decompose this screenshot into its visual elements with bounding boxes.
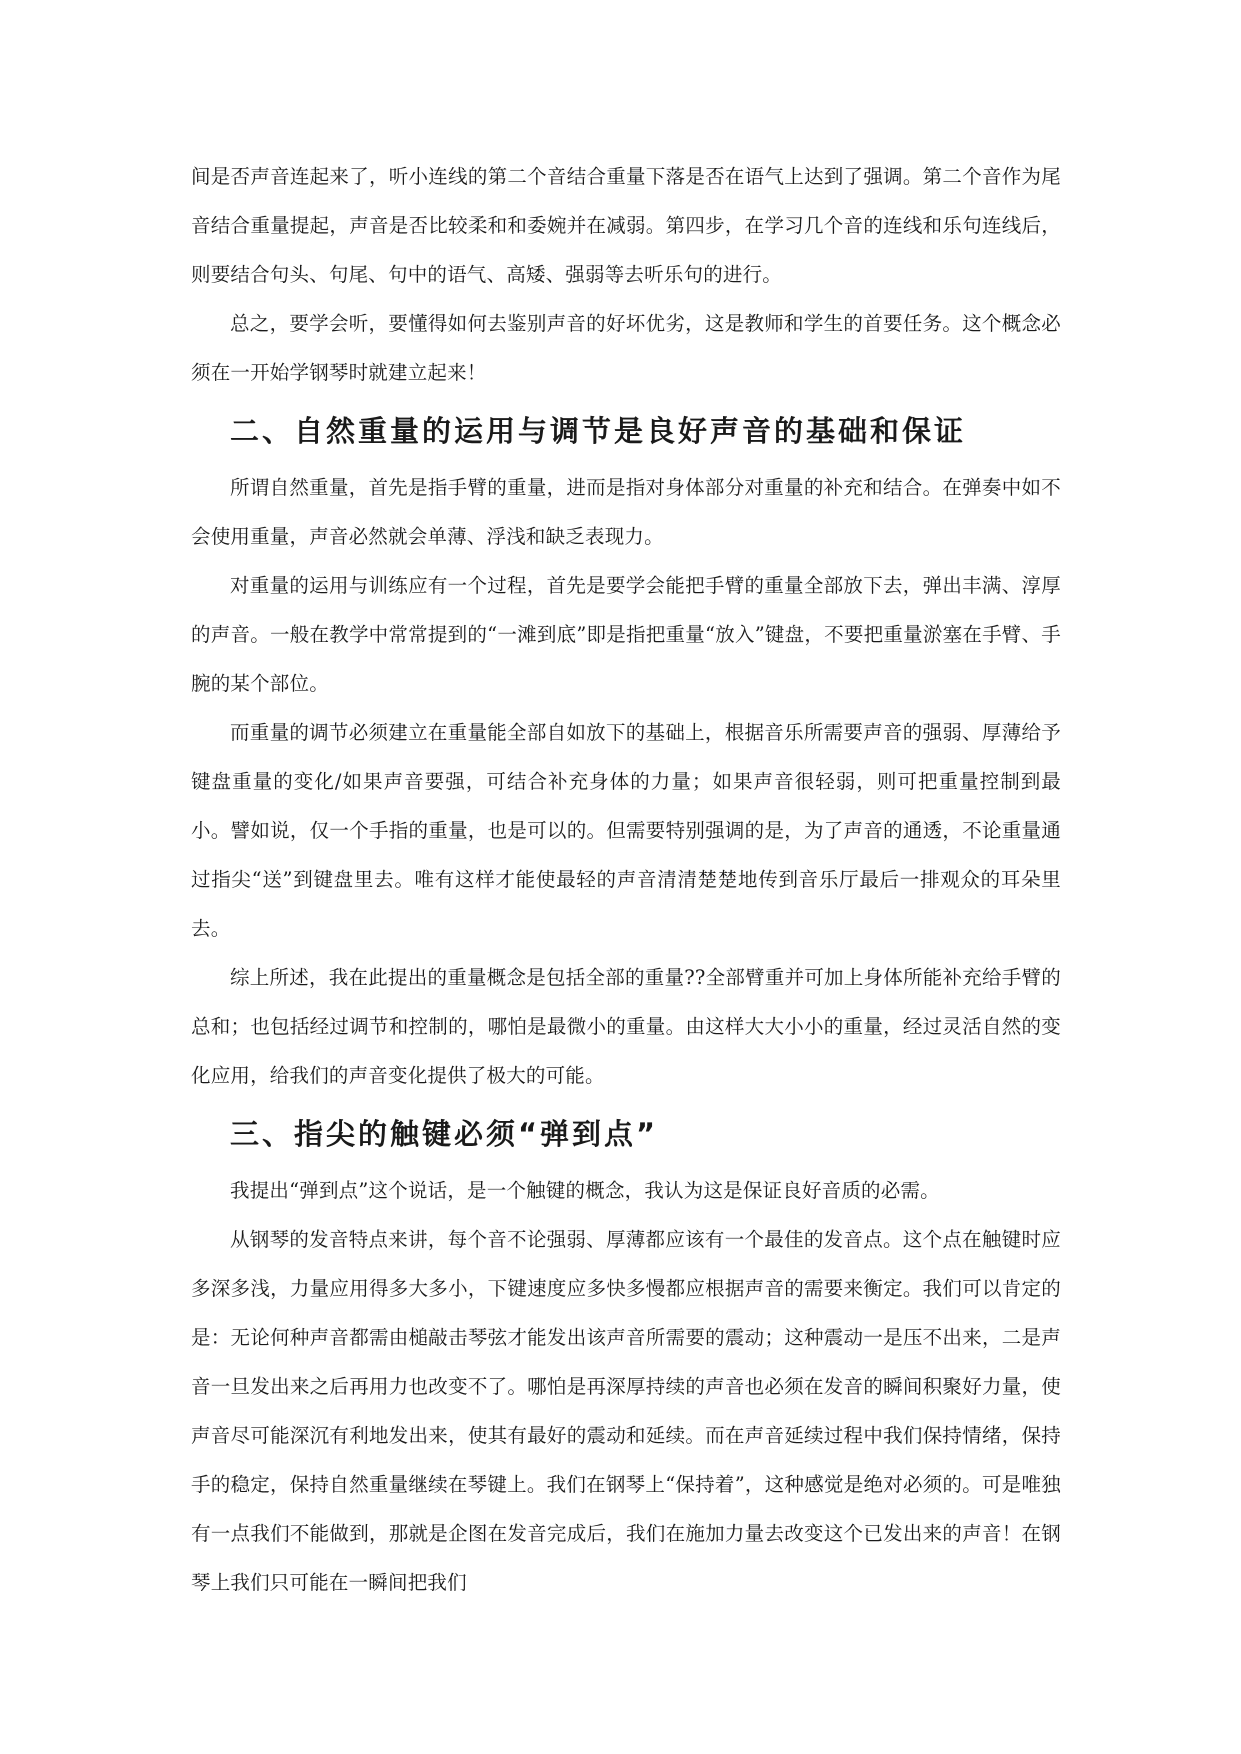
- paragraph: 我提出“弹到点”这个说话，是一个触键的概念，我认为这是保证良好音质的必需。: [230, 1179, 940, 1202]
- paragraph: 总之，要学会听，要懂得如何去鉴别声音的好坏优劣，这是教师和学生的首要任务。这个概念必须在一开始学钢琴时就建立起来！: [191, 312, 1061, 384]
- document-body: [191, 152, 1061, 1607]
- paragraph: 而重量的调节必须建立在重量能全部自如放下的基础上，根据音乐所需要声音的强弱、厚薄给予键盘重量的变化/如果声音要强，可结合补充身体的力量；如果声音很轻弱，则可把重量控制到最小。譬如说，仅一个手指的重量，也是可以的。但需要特别强调的是，为了声音的通透，不论重量通过指尖“送”到键盘里去。唯有这样才能使最轻的声音清清楚楚地传到音乐厅最后一排观众的耳朵里去。: [191, 721, 1061, 940]
- paragraph: 从钢琴的发音特点来讲，每个音不论强弱、厚薄都应该有一个最佳的发音点。这个点在触键时应多深多浅，力量应用得多大多小，下键速度应多快多慢都应根据声音的需要来衡定。我们可以肯定的是：无论何种声音都需由槌敲击琴弦才能发出该声音所需要的震动；这种震动一是压不出来，二是声音一旦发出来之后再用力也改变不了。哪怕是再深厚持续的声音也必须在发音的瞬间积聚好力量，使声音尽可能深沉有利地发出来，使其有最好的震动和延续。而在声音延续过程中我们保持情绪，保持手的稳定，保持自然重量继续在琴键上。我们在钢琴上“保持着”，这种感觉是绝对必须的。可是唯独有一点我们不能做到，那就是企图在发音完成后，我们在施加力量去改变这个已发出来的声音！在钢琴上我们只可能在一瞬间把我们: [191, 1228, 1061, 1594]
- paragraph: 综上所述，我在此提出的重量概念是包括全部的重量??全部臂重并可加上身体所能补充给手臂的总和；也包括经过调节和控制的，哪怕是最微小的重量。由这样大大小小的重量，经过灵活自然的变化应用，给我们的声音变化提供了极大的可能。: [191, 966, 1061, 1087]
- paragraph: 对重量的运用与训练应有一个过程，首先是要学会能把手臂的重量全部放下去，弹出丰满、淳厚的声音。一般在教学中常常提到的“一滩到底”即是指把重量“放入”键盘，不要把重量淤塞在手臂、手腕的某个部位。: [191, 574, 1061, 695]
- paragraph: 所谓自然重量，首先是指手臂的重量，进而是指对身体部分对重量的补充和结合。在弹奏中如不会使用重量，声音必然就会单薄、浮浅和缺乏表现力。: [191, 476, 1061, 548]
- paragraph: 间是否声音连起来了，听小连线的第二个音结合重量下落是否在语气上达到了强调。第二个音作为尾音结合重量提起，声音是否比较柔和和委婉并在减弱。第四步，在学习几个音的连线和乐句连线后，则要结合句头、句尾、句中的语气、高矮、强弱等去听乐句的进行。: [191, 165, 1061, 286]
- section-heading: 二、自然重量的运用与调节是良好声音的基础和保证: [230, 414, 967, 448]
- section-heading: 三、指尖的触键必须“弹到点”: [230, 1117, 659, 1151]
